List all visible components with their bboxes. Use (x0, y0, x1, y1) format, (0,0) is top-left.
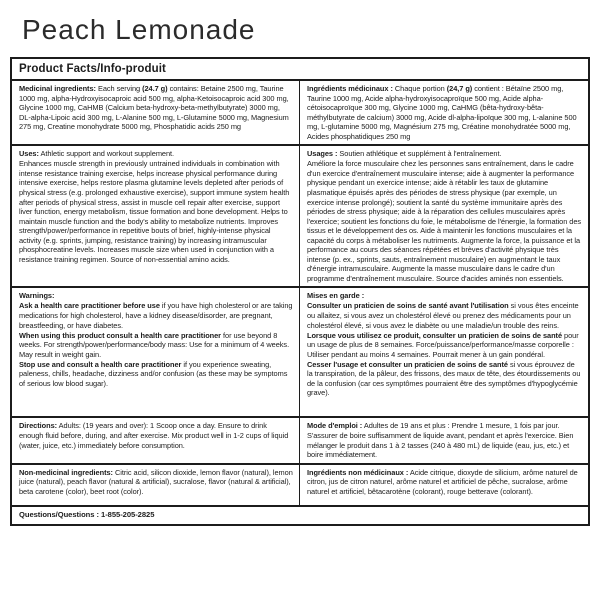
uses-paragraph-en: Enhances muscle strength in previously untrained individuals in combination with intense resistance training exercise, helps increase physical performance during intensive exercise, helps restore plasma glutamine levels depleted after periods of physical stress (e.g. prolonged exhaustive exercise), support immune system health after periods of physical stress, assist in muscle cell repair after exercise, support liver function, energy metabolism, tissue formation and bone development. Helps to maintain muscle function and the body's ability to metabolize nutrients. Improves strength/power/performance in repetitive bouts of brief, highly-intense physical activity (e.g. sprints, jumping, resistance training) by increasing intramuscular phosphocreatine levels. Increases muscle size when used in conjunction with a resistance training regimen. Source of non-essential amino acids. (19, 159, 290, 264)
warnings-cell-fr (300, 288, 588, 416)
warnings-paragraph-fr: Mises en garde : (307, 291, 365, 301)
non-medicinal-ingredients-cell-fr (300, 465, 588, 505)
uses-cell-fr (300, 146, 588, 286)
product-facts-table (10, 57, 590, 526)
uses-paragraph-en: Uses: Athletic support and workout supplement. (19, 149, 175, 159)
warnings-paragraph-en: Stop use and consult a health care practitioner if you experience sweating, paleness, chills, headache, dizziness and/or confusion (as these may be symptoms of serious low blood sugar). (19, 359, 288, 388)
warnings-paragraph-en: Warnings: (19, 291, 55, 301)
non-medicinal-ingredients-paragraph-en: Non-medicinal ingredients: Citric acid, silicon dioxide, lemon flavor (natural), lemon juice (natural), peach flavor (natural & artificial), sucralose, flavor (natural & artificial), beta carotene (color), beet root (color). (19, 467, 293, 496)
facts-row-medicinal-ingredients (12, 81, 588, 146)
non-medicinal-ingredients-cell-en (12, 465, 300, 505)
directions-cell-en (12, 418, 300, 462)
facts-row-non-medicinal-ingredients (12, 465, 588, 507)
directions-paragraph-en: Directions: Adults: (19 years and over): 1 Scoop once a day. Ensure to drink enough fluid before, during, and after exercise. Mix product well in 1-2 cups of liquid (water, juice, etc.) immediately before consumption. (19, 421, 289, 450)
supplement-label-page (0, 14, 600, 526)
warnings-paragraph-fr: Consulter un praticien de soins de santé avant l'utilisation si vous êtes enceinte ou allaitez, si vous avez un cholestérol élevé ou prenez des médicaments pour un cholestérol élevé, si vous avez le diabète ou une maladie/un trouble des reins. (307, 301, 579, 330)
warnings-paragraph-en: When using this product consult a health care practitioner for use beyond 8 weeks. For strength/power/performance/body mass: Use for a minimum of 4 weeks. May result in weight gain. (19, 330, 290, 359)
warnings-cell-en (12, 288, 300, 416)
medicinal-ingredients-paragraph-fr: Ingrédients médicinaux : Chaque portion (24,7 g) contient : Bétaïne 2500 mg, Taurine 1000 mg, Acide alpha-hydroxyisocaproïque 500 mg, Acide alpha-cétoisocaproïque 300 mg, Glycine 1000 mg, CaHMG (bêta-hydroxy-bêta-méthylbutyrate de calcium) 3000 mg, Acide dl-alpha-lipoïque 300 mg, L-alanine 500 mg, L-glutamine 5000 mg, Magnésium 275 mg, Créatine monohydratée 5000 mg, Acides phosphatidiques 250 mg (307, 84, 577, 141)
product-flavor-title: Peach Lemonade (22, 14, 256, 45)
uses-paragraph-fr: Usages : Soutien athlétique et supplément à l'entraînement. (307, 149, 502, 159)
warnings-paragraph-fr: Lorsque vous utilisez ce produit, consulter un praticien de soins de santé pour un usage de plus de 8 semaines. Force/puissance/performance/masse corporelle : Utiliser pendant au moins 4 semaines. Pourrait mener à un gain pondéral. (307, 330, 579, 359)
medicinal-ingredients-cell-fr (300, 81, 588, 144)
non-medicinal-ingredients-paragraph-fr: Ingrédients non médicinaux : Acide citrique, dioxyde de silicium, arôme naturel de citron, jus de citron naturel, arôme naturel et artificiel de pêche, sucralose, arôme naturel et artificiel, bêtacarotène (colorant), rouge betterave (colorant). (307, 467, 578, 496)
facts-table-body (12, 81, 588, 524)
warnings-paragraph-en: Ask a health care practitioner before use if you have high cholesterol or are taking medications for high cholesterol, have a kidney disease/disorder, are pregnant, breastfeeding, or have diabetes. (19, 301, 293, 330)
directions-paragraph-fr: Mode d'emploi : Adultes de 19 ans et plus : Prendre 1 mesure, 1 fois par jour. S'assurer de boire suffisamment de liquide avant, pendant et après l'exercice. Bien mélanger le produit dans 1 à 2 tasses (240 à 480 mL) de liquide (eau, jus, etc.) et boire immédiatement. (307, 421, 574, 460)
facts-table-header: Product Facts/Info-produit (12, 59, 588, 81)
facts-row-questions (12, 507, 588, 524)
medicinal-ingredients-cell-en (12, 81, 300, 144)
questions-paragraph-bilingual: Questions/Questions : 1-855-205-2825 (19, 509, 155, 519)
facts-row-directions (12, 418, 588, 464)
questions-cell-bilingual (12, 507, 588, 524)
directions-cell-fr (300, 418, 588, 462)
medicinal-ingredients-paragraph-en: Medicinal ingredients: Each serving (24.7 g) contains: Betaine 2500 mg, Taurine 1000 mg, alpha-Hydroxyisocaproic acid 500 mg, alpha-Ketoisocaproic acid 300 mg, Glycine 1000 mg, CaHMB (Calcium beta-hydroxy-beta-methylbutyrate) 3000 mg, DL-alpha-Lipoic acid 300 mg, L-Alanine 500 mg, L-Glutamine 5000 mg, Magnesium 275 mg, Creatine monohydrate 5000 mg, Phosphatidic acids 250 mg (19, 84, 289, 132)
facts-row-warnings (12, 288, 588, 418)
uses-cell-en (12, 146, 300, 286)
uses-paragraph-fr: Améliore la force musculaire chez les personnes sans entraînement, dans le cadre d'un exercice d'entraînement musculaire intense; aide à augmenter la performance physique pendant un exercice intense; aide à rétablir les taux de glutamine plasmatique épuisés après des périodes de stress physique (par exemple, un exercice intense prolongé); soutient la santé du système immunitaire après des périodes de stress physique; aide à la réparation des cellules musculaires après l'exercice; soutient les fonctions du foie, le métabolisme de l'énergie, la formation des tissus et le développement des os. Aide à maintenir les fonctions musculaires et la capacité du corps à métaboliser les nutriments. Augmente la force, la puissance et la performance au cours des séances répétées et brèves d'activité physique très intense (p. ex., sprints, sauts, entraînement musculaire) en augmentant le taux d'énergie intramusculaire. Augmente la masse musculaire dans le cadre d'un programme d'entraînement musculaire. Source d'acides aminés non essentiels. (307, 159, 582, 283)
facts-row-uses (12, 146, 588, 288)
warnings-paragraph-fr: Cesser l'usage et consulter un praticien de soins de santé si vous éprouvez de la transpiration, de la pâleur, des frissons, des maux de tête, des étourdissements ou de la confusion (car ces symptômes pourraient être des symptômes d'hypoglycémie grave). (307, 359, 581, 398)
